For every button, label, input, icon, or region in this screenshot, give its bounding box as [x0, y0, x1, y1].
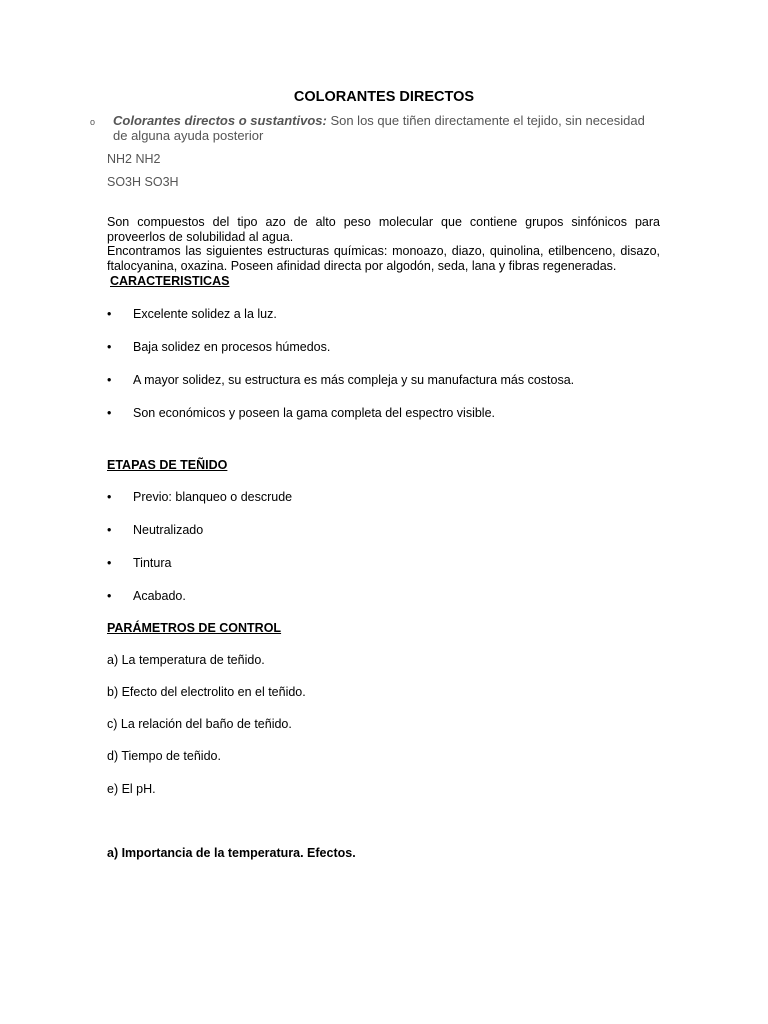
description-line-2: Encontramos las siguientes estructuras químicas: monoazo, diazo, quinolina, etilbenceno, disazo, ftalocyanina, oxazina. Poseen afinidad directa por algodón, seda, lana y fibras regeneradas. [107, 244, 660, 273]
intro-text: Son los que tiñen directamente el tejido, sin necesidad de alguna ayuda posterior [113, 113, 645, 143]
caracteristicas-heading: CARACTERISTICAS [110, 274, 230, 288]
parametros-heading: PARÁMETROS DE CONTROL [107, 621, 282, 635]
list-item: a) La temperatura de teñido. [107, 653, 265, 667]
list-item: • A mayor solidez, su estructura es más compleja y su manufactura más costosa. [107, 373, 575, 387]
page-title: COLORANTES DIRECTOS [293, 89, 475, 105]
formula-line-2: SO3H SO3H [107, 175, 179, 189]
bullet-icon: • [107, 307, 112, 321]
intro-list-marker: o [90, 117, 96, 127]
bullet-icon: • [107, 373, 112, 387]
list-item: • Excelente solidez a la luz. [107, 307, 277, 321]
bullet-icon: • [107, 589, 112, 603]
list-item: b) Efecto del electrolito en el teñido. [107, 685, 306, 699]
bullet-icon: • [107, 523, 112, 537]
list-item: c) La relación del baño de teñido. [107, 717, 292, 731]
list-item: • Baja solidez en procesos húmedos. [107, 340, 331, 354]
description-paragraph [107, 215, 660, 273]
list-item: • Son económicos y poseen la gama completa del espectro visible. [107, 406, 496, 420]
list-item: d) Tiempo de teñido. [107, 749, 221, 763]
list-item: • Previo: blanqueo o descrude [107, 490, 293, 504]
etapas-heading: ETAPAS DE TEÑIDO [107, 458, 228, 472]
list-item: • Neutralizado [107, 523, 204, 537]
bullet-icon: • [107, 340, 112, 354]
intro-definition [113, 113, 658, 143]
list-item: • Acabado. [107, 589, 186, 603]
formula-line-1: NH2 NH2 [107, 152, 161, 166]
section-heading-temperatura: a) Importancia de la temperatura. Efectos. [107, 846, 356, 860]
intro-term: Colorantes directos o sustantivos: [113, 113, 327, 128]
list-item: • Tintura [107, 556, 172, 570]
bullet-icon: • [107, 490, 112, 504]
list-item: e) El pH. [107, 782, 156, 796]
bullet-icon: • [107, 406, 112, 420]
bullet-icon: • [107, 556, 112, 570]
description-line-1: Son compuestos del tipo azo de alto peso molecular que contiene grupos sinfónicos para proveerlos de solubilidad al agua. [107, 215, 660, 244]
